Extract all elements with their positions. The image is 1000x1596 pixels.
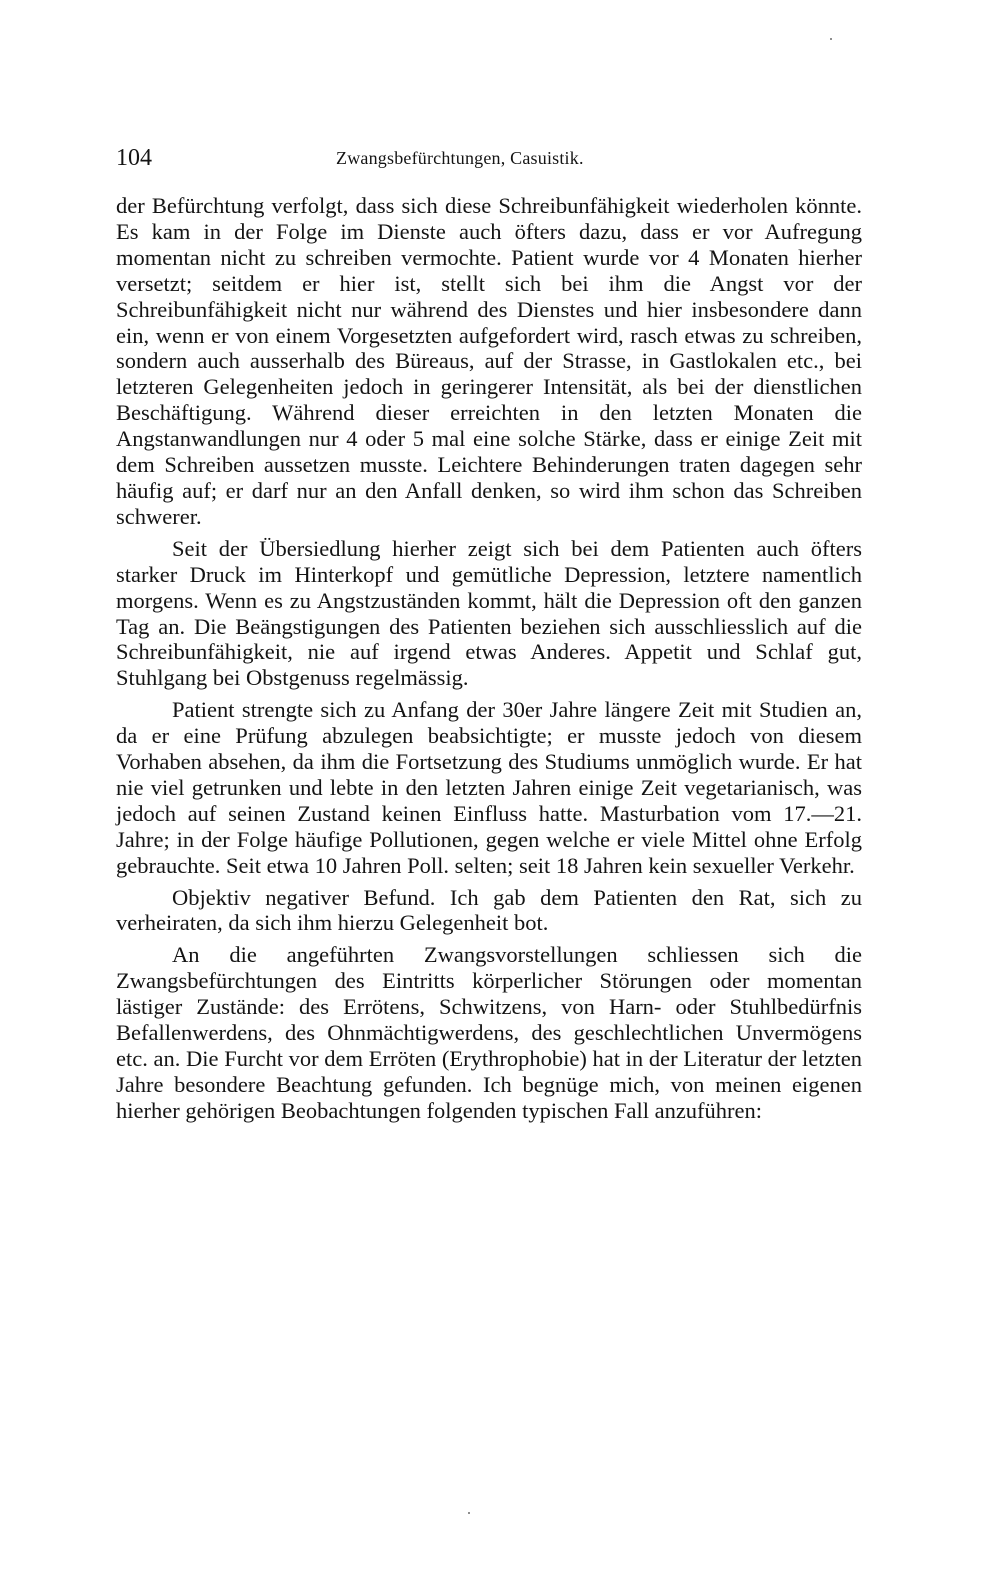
paragraph: Objektiv negativer Befund. Ich gab dem Patienten den Rat, sich zu verheiraten, da sich ihm hierzu Gelegenheit bot. bbox=[116, 884, 862, 936]
running-head bbox=[116, 140, 862, 176]
paper-speck bbox=[830, 38, 832, 40]
paragraph-continued: der Befürchtung verfolgt, dass sich diese Schreibunfähigkeit wiederholen könnte. Es kam in der Folge im Dienste auch öfters dazu, dass er vor Aufregung momentan nicht zu schreiben vermochte. Patient wurde vor 4 Monaten hierher versetzt; seitdem er hier ist, stellt sich bei ihm die Angst vor der Schreibunfähigkeit nicht nur während des Dienstes und hier insbesondere dann ein, wenn er von einem Vorgesetzten aufgefordert wird, rasch etwas zu schreiben, sondern auch ausserhalb des Büreaus, auf der Strasse, in Gastlokalen etc., bei letzteren Gelegenheiten jedoch in geringerer Intensität, als bei der dienstlichen Beschäftigung. Während dieser erreichten in den letzten Monaten die Angstanwandlungen nur 4 oder 5 mal eine solche Stärke, dass er einige Zeit mit dem Schreiben aussetzen musste. Leichtere Behinderungen traten dagegen sehr häufig auf; er darf nur an den Anfall denken, so wird ihm schon das Schreiben schwerer. bbox=[116, 193, 862, 529]
paper-speck bbox=[468, 1512, 470, 1514]
paragraph: Patient strengte sich zu Anfang der 30er Jahre längere Zeit mit Studien an, da er eine Prüfung abzulegen beabsichtigte; er musste jedoch von diesem Vorhaben absehen, da ihm die Fortsetzung des Studiums unmöglich wurde. Er hat nie viel getrunken und lebte in den letzten Jahren einige Zeit vegetarianisch, was jedoch auf seinen Zustand keinen Einfluss hatte. Masturbation vom 17.—21. Jahre; in der Folge häufige Pollutionen, gegen welche er viele Mittel ohne Erfolg gebrauchte. Seit etwa 10 Jahren Poll. selten; seit 18 Jahren kein sexueller Verkehr. bbox=[116, 697, 862, 878]
running-head-title: Zwangsbefürchtungen, Casuistik. bbox=[336, 148, 584, 168]
paragraph: Seit der Übersiedlung hierher zeigt sich bei dem Patienten auch öfters starker Druck im Hinterkopf und gemütliche Depression, letztere namentlich morgens. Wenn es zu Angstzuständen kommt, hält die Depression oft den ganzen Tag an. Die Beängstigungen des Patienten beziehen sich ausschliesslich auf die Schreibunfähigkeit, nie auf irgend etwas Anderes. Appetit und Schlaf gut, Stuhlgang bei Obstgenuss regelmässig. bbox=[116, 535, 862, 691]
book-page bbox=[116, 0, 862, 1596]
paragraph-section-start: An die angeführten Zwangsvorstellungen schliessen sich die Zwangsbefürchtungen des Eintritts körperlicher Störungen oder momentan lästiger Zustände: des Errötens, Schwitzens, von Harn- oder Stuhlbedürfnis Befallenwerdens, des Ohnmächtigwerdens, des geschlechtlichen Unvermögens etc. an. Die Furcht vor dem Erröten (Erythrophobie) hat in der Literatur der letzten Jahre besondere Beachtung gefunden. Ich begnüge mich, von meinen eigenen hierher gehörigen Beobachtungen folgenden typischen Fall anzuführen: bbox=[116, 942, 862, 1123]
page-number: 104 bbox=[116, 145, 152, 171]
body-text bbox=[116, 193, 862, 1124]
